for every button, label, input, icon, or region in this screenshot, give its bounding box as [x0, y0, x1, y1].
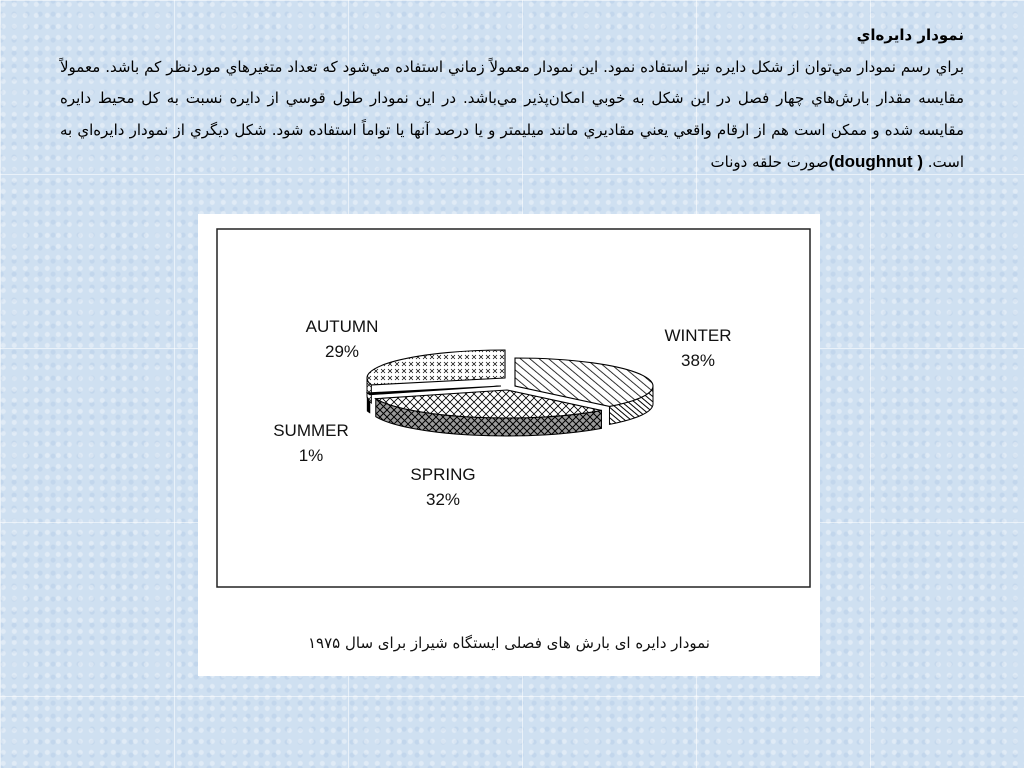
paragraph-main: براي رسم نمودار مي‌توان از شكل دايره نيز استفاده نمود. اين نمودار معمولاً زماني استفاده مي‌شود كه تعداد متغيرهاي موردنظر كم باشد. معمولاً مقايسه مقدار بارش‌هاي چهار فصل در اين شكل به خوبي امكان‌پذير مي‌باشد. در اين نمودار طول قوسي از دايره نسبت به كل محيط دايره مقايسه شده و ممكن است هم از ارقام واقعي يعني مقاديري مانند ميليمتر و يا درصد آنها يا تواماً استفاده شود. شكل ديگري از نمودار دايره‌اي به [60, 57, 964, 139]
slice-label-summer: SUMMER [273, 421, 349, 440]
slide-body-text [60, 20, 964, 179]
slice-percent-spring: 32% [425, 490, 461, 509]
paragraph-end-prefix: است. [927, 153, 964, 171]
slide-heading: نمودار دايره‌اي [856, 26, 964, 44]
pie-chart-figure [198, 214, 820, 676]
slice-label-spring: SPRING [410, 465, 476, 484]
slice-percent-winter: 38% [680, 351, 716, 370]
slice-label-autumn: AUTUMN [305, 317, 379, 336]
pie-chart [198, 214, 820, 676]
slice-label-winter: WINTER [664, 326, 732, 345]
slice-percent-autumn: 29% [324, 342, 360, 361]
paragraph-end-suffix: صورت حلقه دونات [710, 153, 829, 171]
doughnut-term: (doughnut ) [828, 152, 923, 171]
slice-percent-summer: 1% [298, 446, 324, 465]
figure-caption: نمودار دایره ای بارش های فصلی ایستگاه شیراز برای سال ۱۹۷۵ [308, 634, 710, 652]
